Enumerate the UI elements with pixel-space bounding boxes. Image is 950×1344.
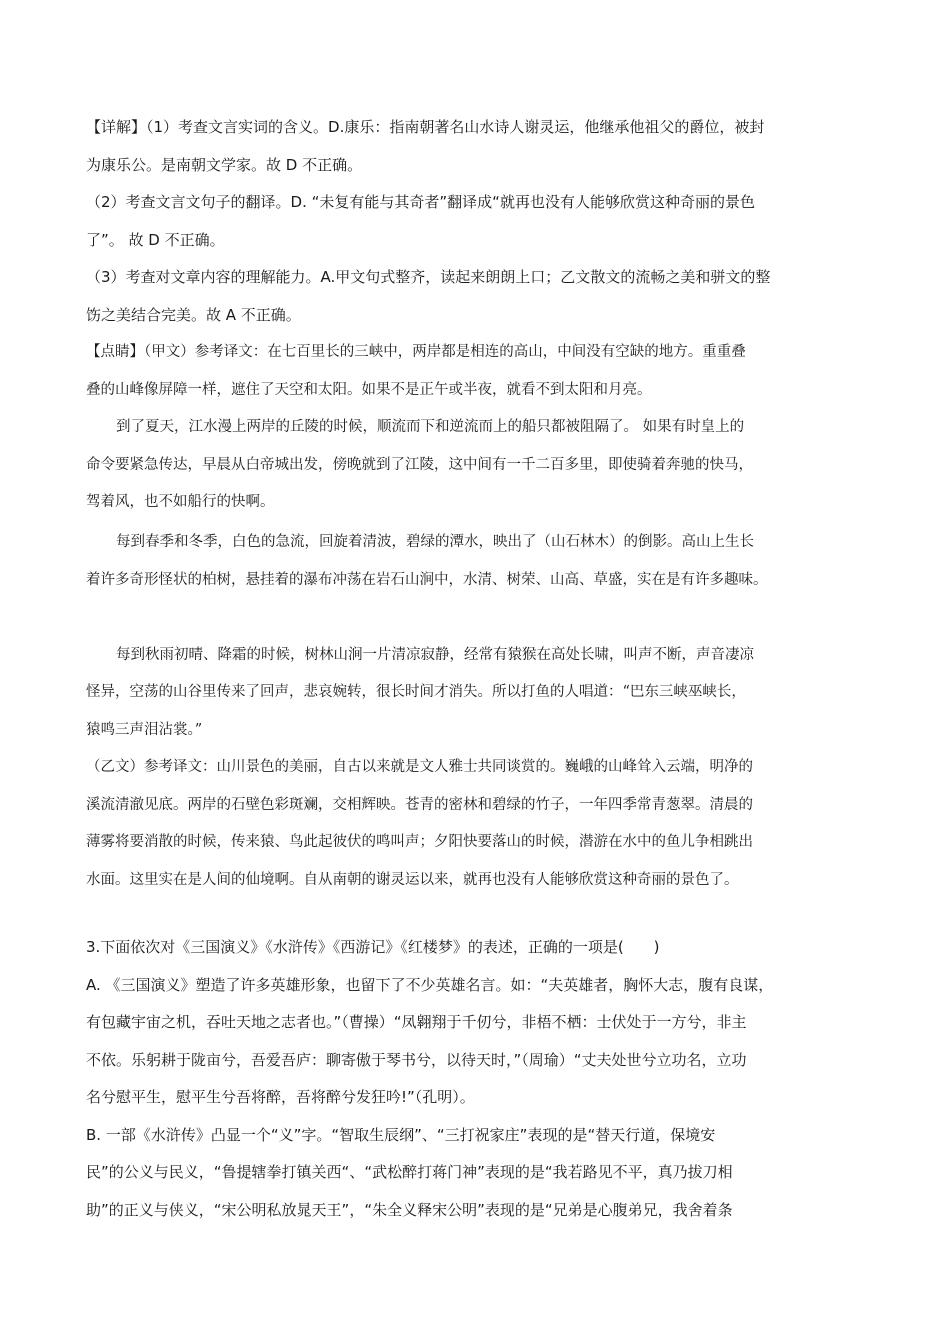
option-a-line: A. 《三国演义》塑造了许多英雄形象，也留下了不少英雄名言。如：“夫英雄者，胸怀大志，腹有良谋， <box>86 976 774 994</box>
explanation-line: （2）考查文言文句子的翻译。D. “未复有能与其奇者”翻译成“就再也没有人能够欣赏这种奇丽的景色 <box>86 193 755 211</box>
translation-line: 薄雾将要消散的时候，传来猿、鸟此起彼伏的鸣叫声；夕阳快要落山的时候，潜游在水中的鱼儿争相跳出 <box>86 834 753 850</box>
option-b-line: 助”的正义与侠义，“宋公明私放晁天王”，“朱全义释宋公明”表现的是“兄弟是心腹弟兄，我舍着条 <box>86 1201 733 1219</box>
option-a-line: 有包藏宇宙之机，吞吐天地之志者也。”（曹操）“凤翱翔于千仞兮，非梧不栖：士伏处于一方兮，非主 <box>86 1013 747 1031</box>
explanation-line: 了”。 故 D 不正确。 <box>86 231 225 249</box>
explanation-line: 【详解】（1）考查文言实词的含义。D.康乐：指南朝著名山水诗人谢灵运，他继承他祖父的爵位，被封 <box>86 118 765 136</box>
translation-line: 到了夏天，江水漫上两岸的丘陵的时候，顺流而下和逆流而上的船只都被阻隔了。 如果有时皇上的 <box>116 419 745 435</box>
translation-line: （乙文）参考译文：山川景色的美丽，自古以来就是文人雅士共同谈赏的。巍峨的山峰耸入云端，明净的 <box>86 759 753 775</box>
translation-line: 猿鸣三声泪沾裳。” <box>86 722 203 738</box>
explanation-line: 为康乐公。是南朝文学家。故 D 不正确。 <box>86 156 363 174</box>
translation-line: 每到秋雨初晴、降霜的时候，树林山涧一片清凉寂静，经常有猿猴在高处长啸，叫声不断，声音凄凉 <box>116 647 754 663</box>
translation-line: 叠的山峰像屏障一样，遮住了天空和太阳。如果不是正午或半夜，就看不到太阳和月亮。 <box>86 382 652 398</box>
translation-line: 怪异，空荡的山谷里传来了回声，悲哀婉转，很长时间才消失。所以打鱼的人唱道：“巴东三峡巫峡长， <box>86 684 746 700</box>
translation-line: 每到春季和冬季，白色的急流，回旋着清波，碧绿的潭水，映出了（山石林木）的倒影。高山上生长 <box>116 534 754 550</box>
translation-line: 溪流清澈见底。两岸的石壁色彩斑斓，交相辉映。苍青的密林和碧绿的竹子，一年四季常青葱翠。清晨的 <box>86 797 753 813</box>
option-a-line: 不依。乐躬耕于陇亩兮，吾爱吾庐：聊寄傲于琴书兮，以待天时，”（周瑜）“丈夫处世兮立功名，立功 <box>86 1051 747 1069</box>
translation-line: 命令要紧急传达，早晨从白帝城出发，傍晚就到了江陵，这中间有一千二百多里，即使骑着奔驰的快马， <box>86 457 753 473</box>
explanation-line: 饬之美结合完美。故 A 不正确。 <box>86 306 301 324</box>
translation-line: 着许多奇形怪状的柏树，悬挂着的瀑布冲荡在岩石山涧中，水清、树荣、山高、草盛，实在是有许多趣味。 <box>86 572 768 588</box>
explanation-line: （3）考查对文章内容的理解能力。A.甲文句式整齐，读起来朗朗上口；乙文散文的流畅之美和骈文的整 <box>86 268 771 286</box>
option-a-line: 名兮慰平生，慰平生兮吾将醉，吾将醉兮发狂吟!”（孔明）。 <box>86 1088 475 1106</box>
option-b-line: B. 一部《水浒传》凸显一个“义”字。“智取生辰纲”、“三打祝家庄”表现的是“替天行道，保境安 <box>86 1126 716 1144</box>
translation-line: 驾着风，也不如船行的快啊。 <box>86 494 275 510</box>
translation-line: 【点睛】（甲文）参考译文：在七百里长的三峡中，两岸都是相连的高山，中间没有空缺的地方。重重叠 <box>86 344 746 360</box>
option-b-line: 民”的公义与民义，“鲁提辖拳打镇关西“、“武松醉打蒋门神”表现的是“我若路见不平，真乃拔刀相 <box>86 1163 733 1181</box>
translation-line: 水面。这里实在是人间的仙境啊。自从南朝的谢灵运以来，就再也没有人能够欣赏这种奇丽的景色了。 <box>86 872 739 888</box>
question-3-stem: 3.下面依次对《三国演义》《水浒传》《西游记》《红楼梦》的表述，正确的一项是( ) <box>86 938 660 956</box>
